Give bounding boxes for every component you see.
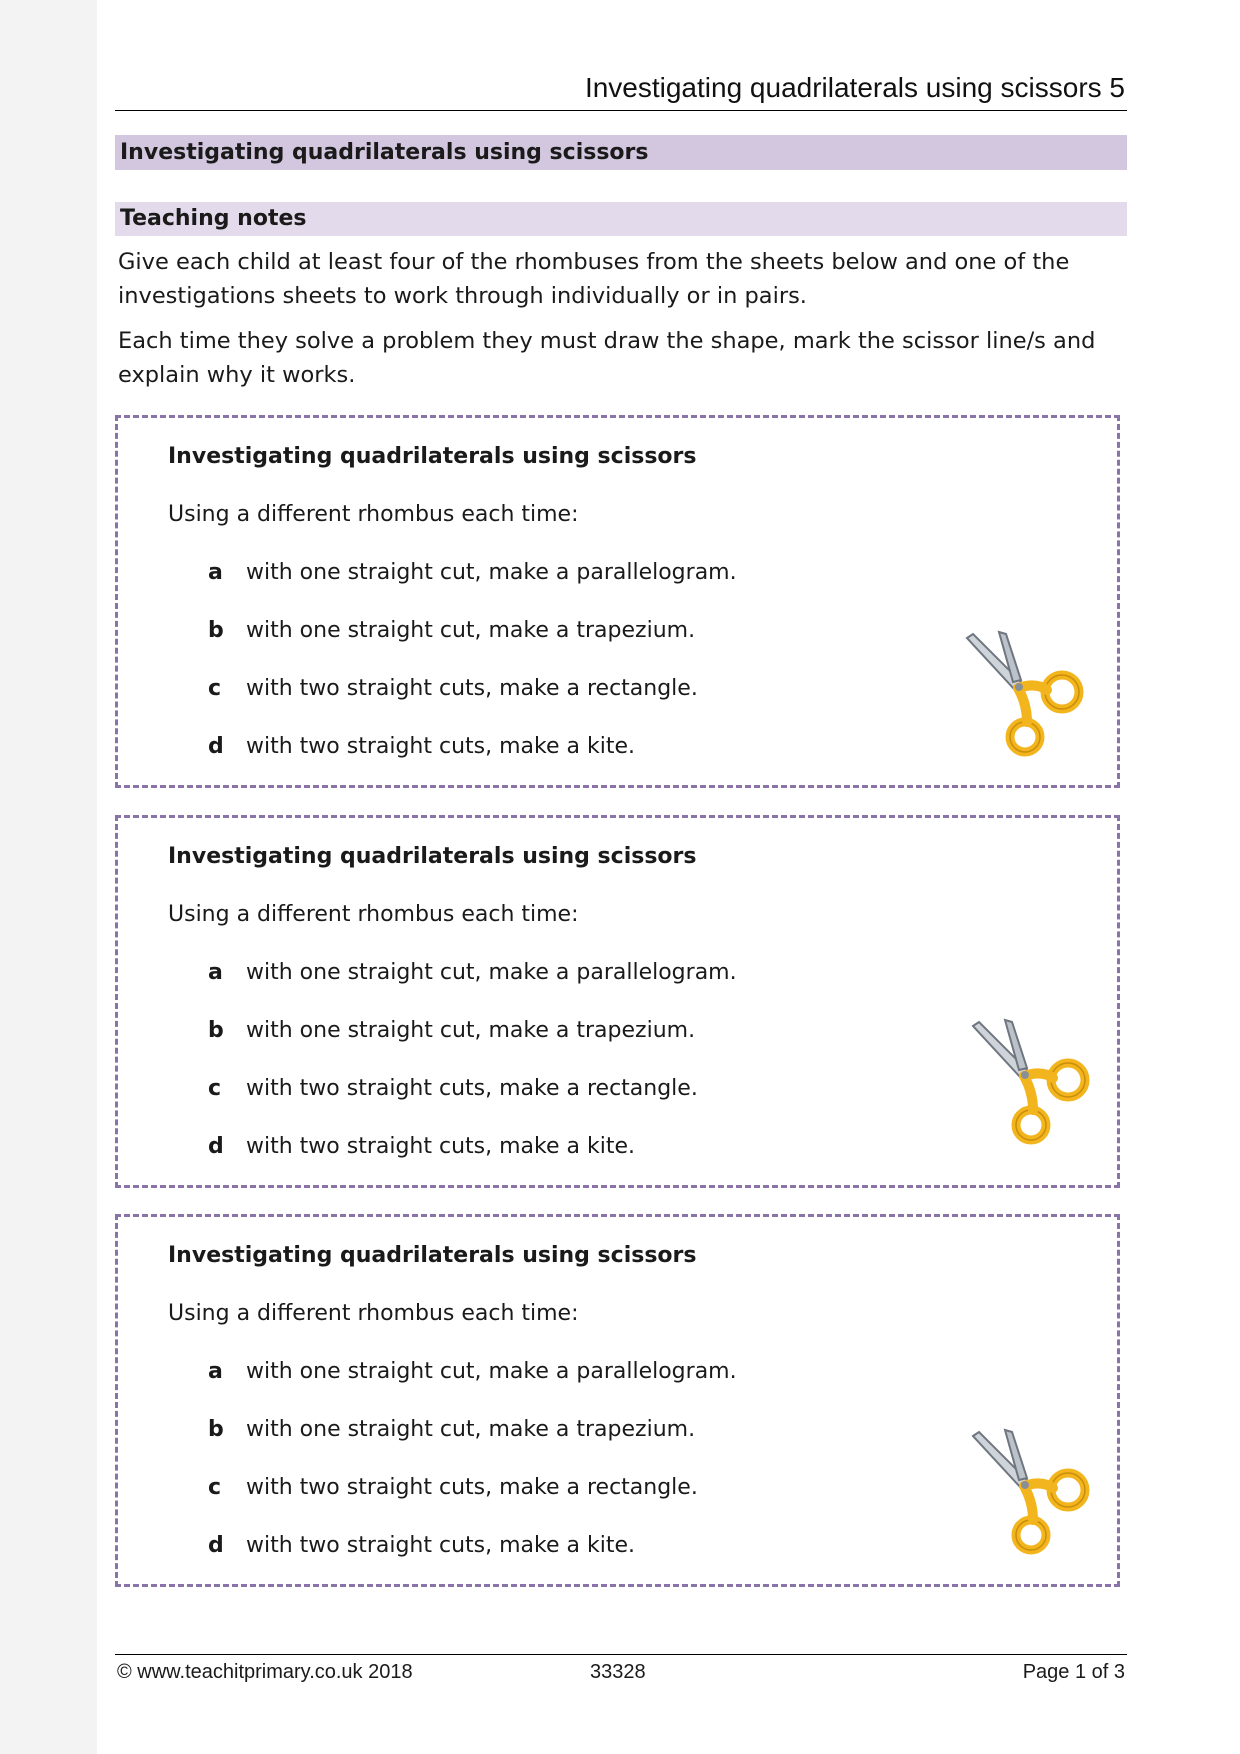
question-letter: b (208, 1417, 224, 1442)
teaching-notes-heading: Teaching notes (115, 202, 1127, 236)
question-d (208, 734, 635, 759)
question-b (208, 1018, 695, 1043)
scissors-icon (967, 1428, 1097, 1558)
question-letter: d (208, 1134, 224, 1159)
card-intro: Using a different rhombus each time: (168, 502, 579, 527)
investigation-card-1 (115, 415, 1120, 788)
card-title: Investigating quadrilaterals using scissors (168, 1243, 697, 1268)
question-c (208, 676, 698, 701)
question-b (208, 1417, 695, 1442)
question-letter: b (208, 1018, 224, 1043)
main-heading: Investigating quadrilaterals using scissors (115, 135, 1127, 170)
question-text: with two straight cuts, make a kite. (246, 1533, 635, 1558)
question-text: with two straight cuts, make a rectangle. (246, 676, 698, 701)
card-title: Investigating quadrilaterals using scissors (168, 444, 697, 469)
notes-paragraph-1: Give each child at least four of the rhombuses from the sheets below and one of the investigations sheets to work through individually or in pairs. (118, 249, 1070, 309)
question-d (208, 1134, 635, 1159)
scissors-icon (961, 630, 1091, 760)
question-letter: c (208, 676, 222, 701)
question-a (208, 960, 737, 985)
question-text: with one straight cut, make a parallelogram. (246, 1359, 737, 1384)
question-letter: c (208, 1076, 222, 1101)
question-b (208, 618, 695, 643)
question-text: with two straight cuts, make a kite. (246, 734, 635, 759)
question-text: with one straight cut, make a trapezium. (246, 1417, 696, 1442)
question-a (208, 1359, 737, 1384)
question-text: with two straight cuts, make a kite. (246, 1134, 635, 1159)
question-letter: a (208, 1359, 223, 1384)
header-title: Investigating quadrilaterals using scissors 5 (584, 72, 1125, 103)
card-intro: Using a different rhombus each time: (168, 902, 579, 927)
card-title: Investigating quadrilaterals using scissors (168, 844, 697, 869)
page-footer (115, 1654, 1127, 1695)
question-letter: a (208, 960, 223, 985)
page-header (115, 72, 1127, 111)
scissors-icon (967, 1018, 1097, 1148)
question-text: with two straight cuts, make a rectangle. (246, 1475, 698, 1500)
investigation-card-3 (115, 1214, 1120, 1587)
question-text: with one straight cut, make a parallelogram. (246, 560, 737, 585)
question-letter: a (208, 560, 223, 585)
question-text: with one straight cut, make a parallelogram. (246, 960, 737, 985)
footer-resource-code: 33328 (590, 1661, 646, 1683)
footer-page-number: Page 1 of 3 (1022, 1661, 1125, 1683)
notes-paragraph-2: Each time they solve a problem they must draw the shape, mark the scissor line/s and explain why it works. (118, 328, 1096, 388)
question-text: with one straight cut, make a trapezium. (246, 1018, 696, 1043)
question-letter: d (208, 1533, 224, 1558)
page-gutter (0, 0, 97, 1754)
question-letter: b (208, 618, 224, 643)
question-a (208, 560, 737, 585)
investigation-card-2 (115, 815, 1120, 1188)
question-c (208, 1475, 698, 1500)
card-intro: Using a different rhombus each time: (168, 1301, 579, 1326)
question-d (208, 1533, 635, 1558)
question-letter: d (208, 734, 224, 759)
footer-copyright: © www.teachitprimary.co.uk 2018 (117, 1661, 413, 1683)
question-letter: c (208, 1475, 222, 1500)
question-c (208, 1076, 698, 1101)
question-text: with two straight cuts, make a rectangle. (246, 1076, 698, 1101)
question-text: with one straight cut, make a trapezium. (246, 618, 696, 643)
